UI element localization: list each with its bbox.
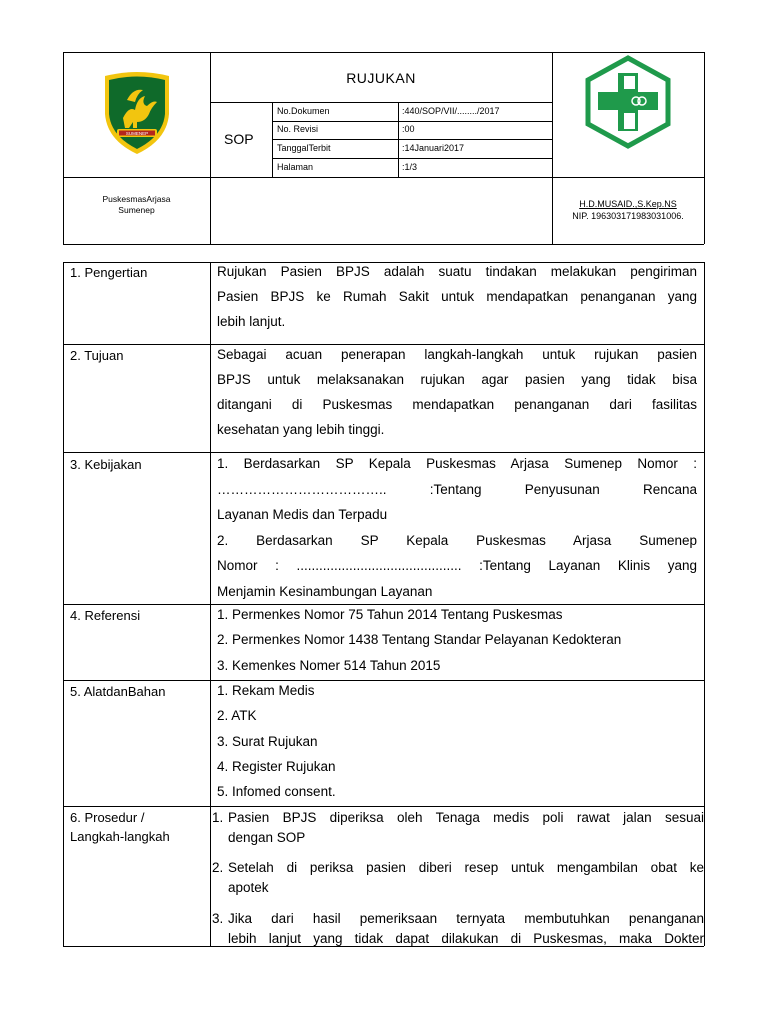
alat-label: 5. AlatdanBahan (70, 684, 166, 699)
list-item: 3. Surat Rujukan (217, 733, 318, 749)
referensi-list (217, 602, 701, 678)
kebijakan-line: Layanan Medis dan Terpadu (217, 507, 388, 522)
tujuan-line: ditangani di Puskesmas mendapatkan penanganan dari fasilitas (217, 397, 697, 412)
signer-name: H.D.MUSAID.,S.Kep.NS (579, 199, 677, 209)
kebijakan-label: 3. Kebijakan (70, 457, 142, 472)
step-line: dengan SOP (228, 830, 306, 845)
org-name (63, 194, 210, 216)
pengertian-line: Rujukan Pasien BPJS adalah suatu tindakan melakukan pengiriman (217, 264, 697, 279)
meta-value-terbit: :14Januari2017 (402, 143, 465, 153)
kebijakan-line: 1. Berdasarkan SP Kepala Puskesmas Arjasa Sumenep Nomor : (217, 456, 697, 471)
alat-list (217, 678, 701, 804)
puskesmas-logo (584, 55, 672, 149)
sop-label: SOP (224, 131, 254, 147)
meta-value-revisi: :00 (402, 124, 415, 134)
step-line: apotek (228, 880, 269, 895)
step-line: lebih lanjut yang tidak dapat dilakukan di Puskesmas, maka Dokter (228, 931, 704, 946)
list-item: 2. Permenkes Nomor 1438 Tentang Standar Pelayanan Kedokteran (217, 632, 622, 648)
tujuan-line: kesehatan yang lebih tinggi. (217, 422, 385, 437)
step-number: 3. (212, 911, 224, 926)
sumenep-crest-logo (101, 70, 173, 156)
prosedur-step (212, 858, 704, 898)
prosedur-label-line2: Langkah-langkah (70, 829, 170, 844)
meta-value-halaman: :1/3 (402, 162, 418, 172)
step-number: 1. (212, 810, 224, 825)
list-item: 5. Infomed consent. (217, 784, 336, 800)
list-item: 3. Kemenkes Nomer 514 Tahun 2015 (217, 657, 441, 673)
list-item: 1. Rekam Medis (217, 683, 315, 698)
pengertian-label: 1. Pengertian (70, 265, 148, 280)
signer-nip: NIP. 196303171983031006. (572, 211, 684, 221)
kebijakan-text (217, 451, 697, 604)
prosedur-step (212, 909, 704, 949)
pengertian-line: lebih lanjut. (217, 314, 286, 329)
pengertian-text (217, 259, 697, 334)
step-line: Pasien BPJS diperiksa oleh Tenaga medis poli rawat jalan sesuai (228, 810, 704, 825)
list-item: 2. ATK (217, 708, 257, 724)
org-name-line2: Sumenep (118, 205, 155, 215)
document-title: RUJUKAN (346, 70, 416, 86)
tujuan-label: 2. Tujuan (70, 348, 124, 363)
meta-label-dokumen: No.Dokumen (277, 106, 330, 116)
tujuan-line: Sebagai acuan penerapan langkah-langkah untuk rujukan pasien (217, 347, 697, 362)
list-item: 4. Register Rujukan (217, 758, 336, 774)
tujuan-text (217, 342, 697, 442)
kebijakan-line: ……………………………….. :Tentang Penyusunan Rencana (217, 481, 697, 497)
signer-block (552, 198, 704, 222)
kebijakan-line: Nomor : ............................................ :Tentang Layanan Klinis yang (217, 558, 697, 573)
step-number: 2. (212, 860, 224, 875)
step-line: Setelah di periksa pasien diberi resep untuk mengambilan obat ke (228, 860, 704, 875)
meta-label-terbit: TanggalTerbit (277, 143, 331, 153)
prosedur-label-line1: 6. Prosedur / (70, 810, 145, 825)
crest-banner-text: SUMENEP (125, 131, 149, 136)
meta-value-dokumen: :440/SOP/VII/......../2017 (402, 106, 500, 116)
list-item: 1. Permenkes Nomor 75 Tahun 2014 Tentang Puskesmas (217, 607, 563, 622)
step-line: Jika dari hasil pemeriksaan ternyata membutuhkan penanganan (228, 911, 704, 926)
org-name-line1: PuskesmasArjasa (102, 194, 171, 204)
tujuan-line: BPJS untuk melaksanakan rujukan agar pasien yang tidak bisa (217, 372, 697, 387)
prosedur-label (70, 808, 170, 846)
meta-label-revisi: No. Revisi (277, 124, 319, 134)
referensi-label: 4. Referensi (70, 608, 141, 623)
meta-label-halaman: Halaman (277, 162, 314, 172)
pengertian-line: Pasien BPJS ke Rumah Sakit untuk mendapatkan penanganan yang (217, 289, 697, 304)
prosedur-step (212, 808, 704, 848)
kebijakan-line: 2. Berdasarkan SP Kepala Puskesmas Arjasa Sumenep (217, 532, 697, 548)
kebijakan-line: Menjamin Kesinambungan Layanan (217, 583, 433, 599)
